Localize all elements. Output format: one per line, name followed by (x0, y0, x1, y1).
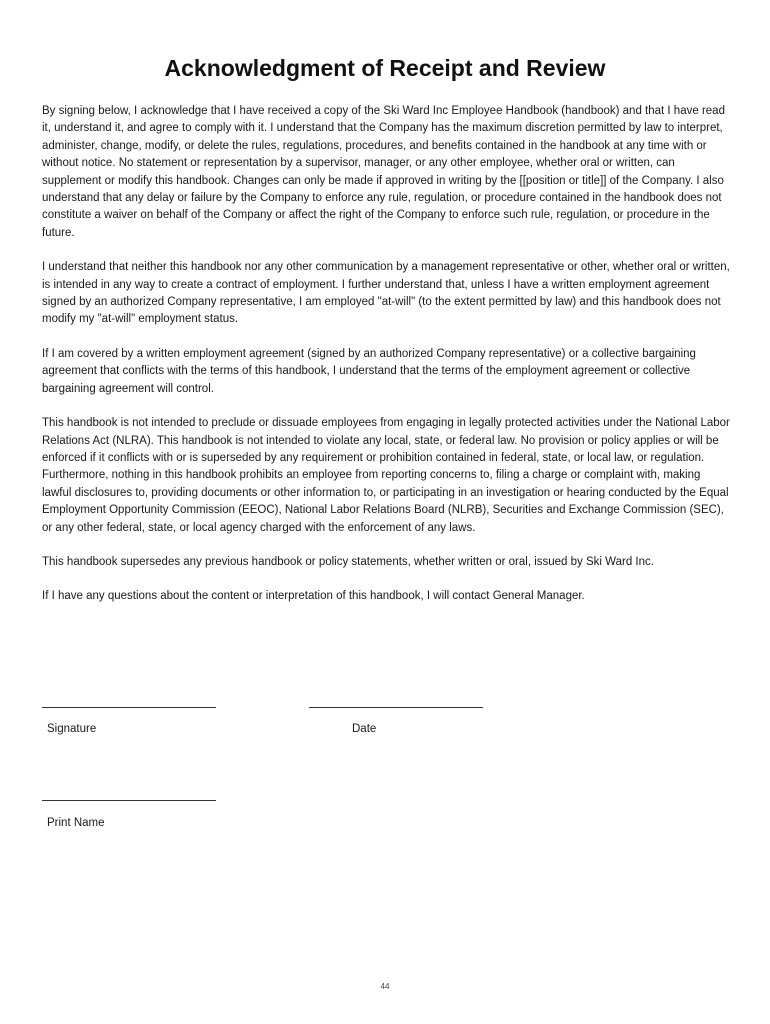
paragraph-employment-agreement: If I am covered by a written employment agreement (signed by an authorized Company representative) or a collective bargaining agreement that conflicts with the terms of this handbook, I understand that the terms of the employment agreement or collective bargaining agreement will control. (42, 347, 696, 395)
paragraph-nlra: This handbook is not intended to preclude or dissuade employees from engaging in legally protected activities under the National Labor Relations Act (NLRA). This handbook is not intended to violate any local, state, or federal law. No provision or policy applies or will be enforced if it conflicts with or is superseded by any requirement or prohibition contained in federal, state, or local law, or regulation. Furthermore, nothing in this handbook prohibits an employee from reporting concerns to, filing a charge or complaint with, making lawful disclosures to, providing documents or other information to, or participating in an investigation or hearing conducted by the Equal Employment Opportunity Commission (EEOC), National Labor Relations Board (NLRB), Securities and Exchange Commission (SEC), or any other federal, state, or local agency charged with the enforcement of any laws. (42, 417, 730, 534)
paragraph-questions: If I have any questions about the content or interpretation of this handbook, I will contact General Manager. (42, 590, 585, 603)
page-number: 44 (380, 982, 390, 991)
document-body (42, 103, 732, 623)
signature-label: Signature (47, 723, 97, 735)
paragraph-supersedes: This handbook supersedes any previous handbook or policy statements, whether written or oral, issued by Ski Ward Inc. (42, 555, 654, 568)
print-name-line[interactable] (42, 800, 216, 801)
print-name-label: Print Name (47, 817, 105, 829)
date-label: Date (352, 723, 377, 735)
signature-line[interactable] (42, 707, 216, 708)
page-title: Acknowledgment of Receipt and Review (164, 55, 606, 81)
paragraph-at-will: I understand that neither this handbook nor any other communication by a management representative or other, whether oral or written, is intended in any way to create a contract of employment. I further understand that, unless I have a written employment agreement signed by an authorized Company representative, I am employed "at-will" (to the extent permitted by law) and this handbook does not modify my "at-will" employment status. (42, 261, 730, 326)
paragraph-acknowledgment: By signing below, I acknowledge that I have received a copy of the Ski Ward Inc Employee Handbook (handbook) and that I have read it, understand it, and agree to comply with it. I understand that the Company has the maximum discretion permitted by law to interpret, administer, change, modify, or delete the rules, regulations, procedures, and benefits contained in the handbook at any time with or without notice. No statement or representation by a supervisor, manager, or any other employee, whether oral or written, can supplement or modify this handbook. Changes can only be made if approved in writing by the [[position or title]] of the Company. I also understand that any delay or failure by the Company to enforce any rule, regulation, or procedure contained in the handbook does not constitute a waiver on behalf of the Company or affect the right of the Company to enforce such rule, regulation, or procedure in the future. (42, 105, 725, 239)
date-line[interactable] (309, 707, 483, 708)
